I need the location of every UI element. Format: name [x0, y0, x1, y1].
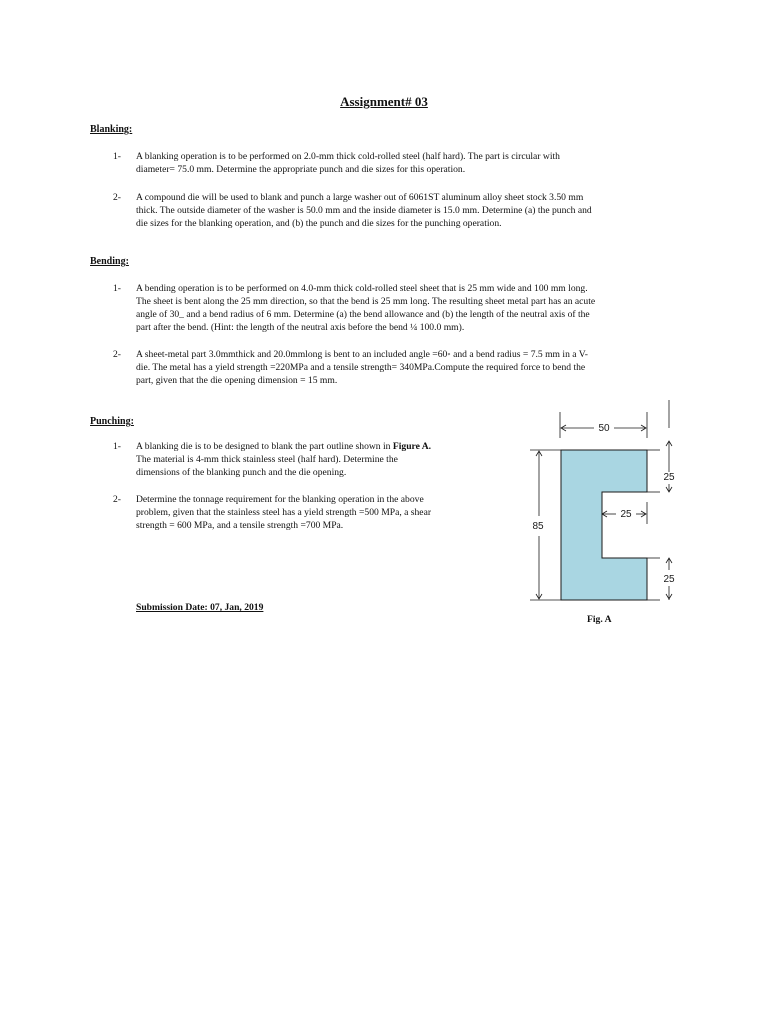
dim-label-top: 25	[663, 472, 675, 483]
question-line: die. The metal has a yield strength =220MPa and a tensile strength= 340MPa.Compute the required force to bend the	[136, 362, 586, 373]
question-number: 2-	[113, 494, 121, 505]
question-line: problem, given that the stainless steel has a yield strength =500 MPa, a shear	[136, 507, 432, 518]
dim-label-bottom: 25	[663, 574, 675, 585]
section-heading-blanking: Blanking:	[90, 124, 133, 135]
section-heading-bending: Bending:	[90, 256, 129, 267]
question-number: 1-	[113, 151, 121, 162]
dim-label-width: 50	[598, 423, 610, 434]
punching-question-1	[113, 440, 493, 480]
section-heading-punching: Punching:	[90, 416, 134, 427]
question-line: part, given that the die opening dimension = 15 mm.	[136, 375, 338, 386]
dim-label-height: 85	[532, 521, 544, 532]
figure-a-diagram	[510, 398, 675, 610]
page-title: Assignment# 03	[340, 94, 428, 109]
question-line: dimensions of the blanking punch and the die opening.	[136, 467, 347, 478]
bending-question-1	[113, 282, 693, 334]
blanking-question-1	[113, 150, 673, 176]
question-line: angle of 30_ and a bend radius of 6 mm. Determine (a) the bend allowance and (b) the length of the neutral axis of the	[136, 309, 590, 320]
question-line: A blanking die is to be designed to blank the part outline shown in	[136, 441, 391, 452]
question-number: 1-	[113, 283, 121, 294]
part-outline	[561, 450, 647, 600]
question-number: 1-	[113, 441, 121, 452]
submission-date: Submission Date: 07, Jan, 2019	[136, 602, 264, 613]
blanking-question-2	[113, 191, 693, 231]
question-line: A sheet-metal part 3.0mmthick and 20.0mmlong is bent to an included angle =60◦ and a bend radius = 7.5 mm in a V-	[136, 349, 588, 360]
figure-caption: Fig. A	[587, 614, 612, 625]
question-line: die sizes for the blanking operation, and (b) the punch and die sizes for the punching operation.	[136, 218, 502, 229]
question-number: 2-	[113, 192, 121, 203]
question-line: thick. The outside diameter of the washer is 50.0 mm and the inside diameter is 15.0 mm. Determine (a) the punch and	[136, 205, 592, 216]
figure-reference: Figure A.	[392, 441, 432, 452]
question-line: The sheet is bent along the 25 mm direction, so that the bend is 25 mm long. The resulting sheet metal part has an acute	[136, 296, 596, 307]
dim-label-notch: 25	[620, 509, 632, 520]
question-line: The material is 4-mm thick stainless steel (half hard). Determine the	[136, 454, 398, 465]
punching-question-2	[113, 493, 493, 533]
question-line: diameter= 75.0 mm. Determine the appropriate punch and die sizes for this operation.	[136, 164, 466, 175]
question-line: part after the bend. (Hint: the length of the neutral axis before the bend ¼ 100.0 mm).	[136, 322, 465, 333]
question-line: strength = 600 MPa, and a tensile strength =700 MPa.	[136, 520, 344, 531]
bending-question-2	[113, 348, 693, 388]
question-line: A blanking operation is to be performed on 2.0-mm thick cold-rolled steel (half hard). The part is circular with	[136, 151, 560, 162]
question-line: A compound die will be used to blank and punch a large washer out of 6061ST aluminum alloy sheet stock 3.50 mm	[136, 192, 584, 203]
question-number: 2-	[113, 349, 121, 360]
question-line: A bending operation is to be performed on 4.0-mm thick cold-rolled steel sheet that is 25 mm wide and 100 mm long.	[136, 283, 588, 294]
question-line: Determine the tonnage requirement for the blanking operation in the above	[136, 494, 424, 505]
